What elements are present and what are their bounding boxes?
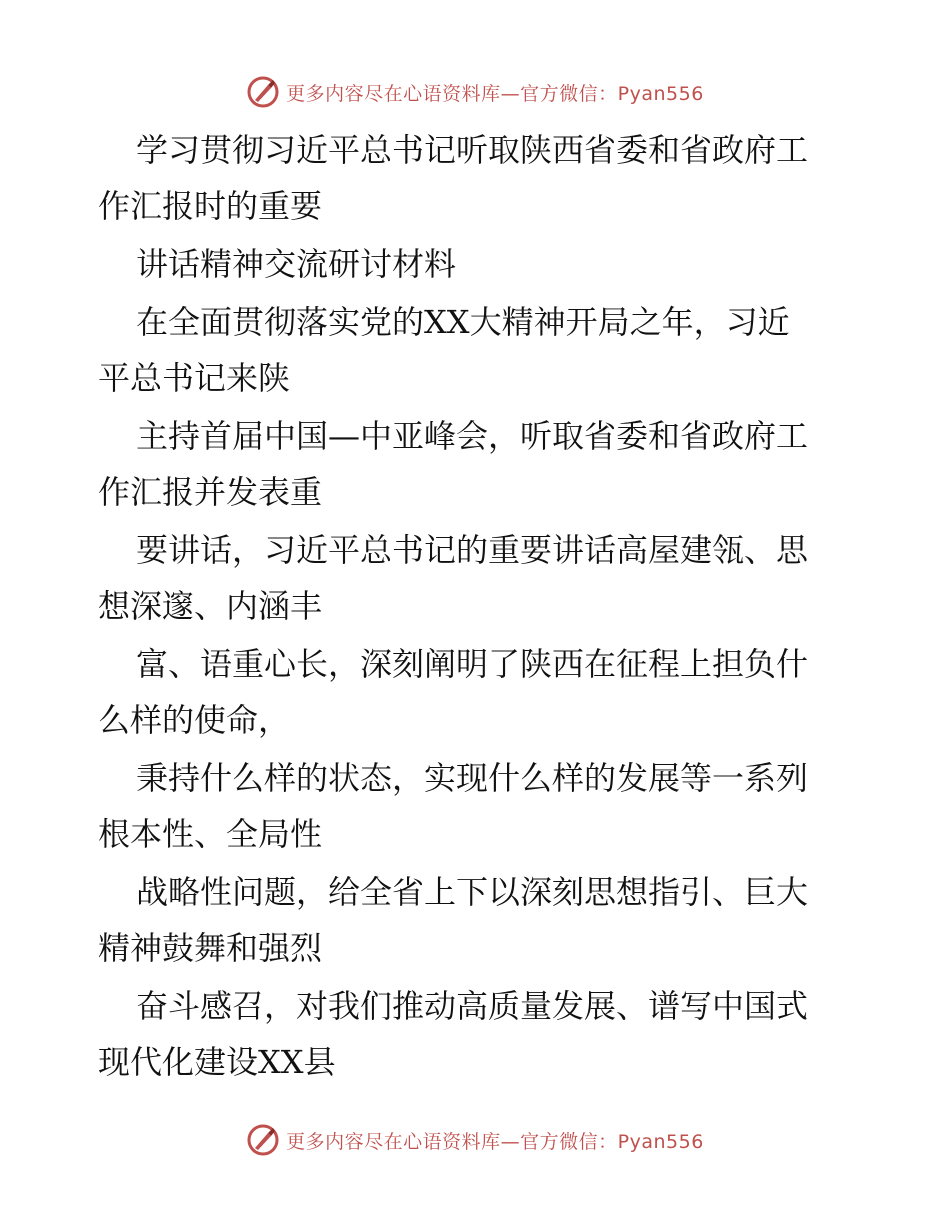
paragraph-line: 富、语重心长，深刻阐明了陕西在征程上担负什	[136, 645, 809, 683]
paragraph-line: 主持首届中国—中亚峰会，听取省委和省政府工	[136, 417, 809, 455]
paragraph-line: 在全面贯彻落实党的XX大精神开局之年，习近	[136, 303, 790, 341]
quill-pen-circle-icon	[246, 1123, 280, 1157]
paragraph-line: 平总书记来陕	[98, 359, 291, 397]
paragraph-line: 现代化建设XX县	[98, 1043, 336, 1081]
paragraph-line: 学习贯彻习近平总书记听取陕西省委和省政府工	[136, 131, 809, 169]
paragraph-line: 作汇报并发表重	[98, 473, 323, 511]
paragraph-7	[98, 750, 858, 862]
paragraph-4	[98, 408, 858, 520]
paragraph-line: 战略性问题，给全省上下以深刻思想指引、巨大	[136, 873, 809, 911]
header-watermark-text: 更多内容尽在心语资料库—官方微信：Pyan556	[286, 82, 704, 105]
paragraph-line: 要讲话，习近平总书记的重要讲话高屋建瓴、思	[136, 531, 809, 569]
paragraph-8	[98, 864, 858, 976]
footer-watermark-banner	[0, 1120, 950, 1160]
paragraph-9	[98, 978, 858, 1090]
paragraph-line: 根本性、全局性	[98, 815, 323, 853]
paragraph-line: 秉持什么样的状态，实现什么样的发展等一系列	[136, 759, 809, 797]
paragraph-line: 么样的使命，	[98, 701, 291, 739]
paragraph-6	[98, 636, 858, 748]
paragraph-3	[98, 294, 858, 406]
paragraph-line: 作汇报时的重要	[98, 187, 323, 225]
paragraph-1	[98, 122, 858, 234]
paragraph-line: 想深邃、内涵丰	[98, 587, 323, 625]
footer-watermark-text: 更多内容尽在心语资料库—官方微信：Pyan556	[286, 1130, 704, 1153]
paragraph-5	[98, 522, 858, 634]
header-watermark-banner	[0, 72, 950, 112]
paragraph-line: 讲话精神交流研讨材料	[136, 245, 457, 283]
quill-pen-circle-icon	[246, 75, 280, 109]
paragraph-line: 奋斗感召，对我们推动高质量发展、谱写中国式	[136, 987, 809, 1025]
paragraph-2	[98, 236, 858, 292]
document-body	[98, 122, 858, 1092]
paragraph-line: 精神鼓舞和强烈	[98, 929, 323, 967]
